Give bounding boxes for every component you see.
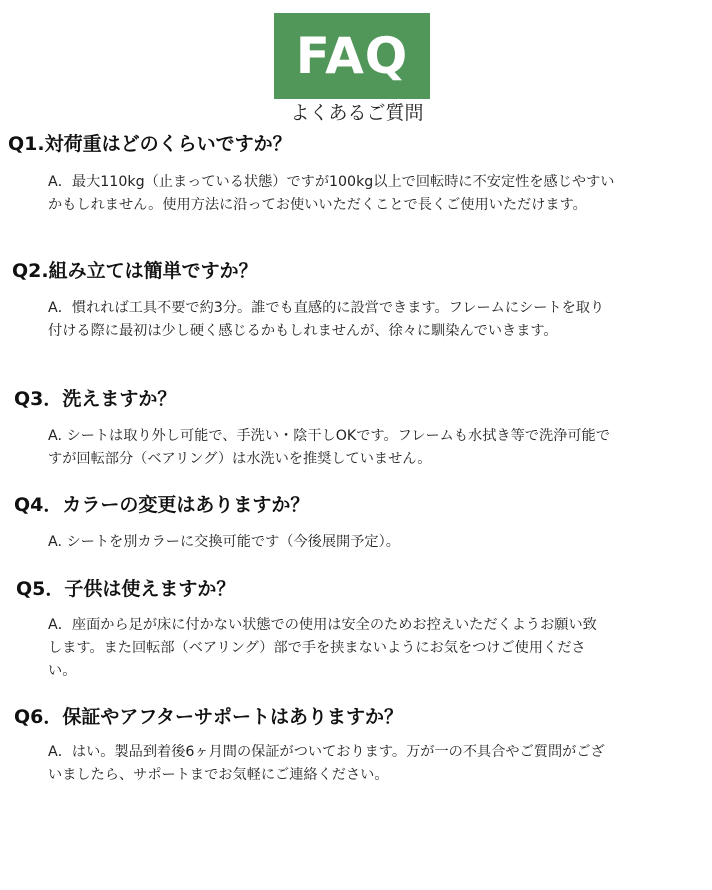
faq-question-5: Q5．子供は使えますか？ xyxy=(16,578,236,600)
faq-answer-5: A．座面から足が床に付かない状態での使用は安全のためお控えいただくようお願い致します。また回転部（ベアリング）部で手を挟まないようにお気をつけご使用ください。 xyxy=(48,617,597,679)
faq-answer-6: A．はい。製品到着後6ヶ月間の保証がついております。万が一の不具合やご質問がございましたら、サポートまでお気軽にご連絡ください。 xyxy=(48,744,605,783)
faq-question-2: Q2.組み立ては簡単ですか？ xyxy=(12,260,258,282)
faq-question-6: Q6．保証やアフターサポートはありますか？ xyxy=(14,706,404,728)
faq-question-3: Q3．洗えますか？ xyxy=(14,388,177,410)
faq-answer-2: A．慣れれば工具不要で約3分。誰でも直感的に設営できます。フレームにシートを取り付ける際に最初は少し硬く感じるかもしれませんが、徐々に馴染んでいきます。 xyxy=(48,300,605,339)
faq-answer-1: A．最大110kg（止まっている状態）ですが100kg以上で回転時に不安定性を感じやすいかもしれません。使用方法に沿ってお使いいただくことで長くご使用いただけます。 xyxy=(48,174,615,213)
page-subtitle: よくあるご質問 xyxy=(290,102,424,124)
faq-question-4: Q4．カラーの変更はありますか？ xyxy=(14,494,310,516)
faq-answer-3: A. シートは取り外し可能で、手洗い・陰干しOKです。フレームも水拭き等で洗浄可能ですが回転部分（ベアリング）は水洗いを推奨していません。 xyxy=(48,428,610,467)
faq-logo-text: FAQ xyxy=(295,27,409,85)
faq-answer-4: A. シートを別カラーに交換可能です（今後展開予定）。 xyxy=(48,534,400,550)
faq-question-1: Q1.対荷重はどのくらいですか？ xyxy=(8,133,292,155)
